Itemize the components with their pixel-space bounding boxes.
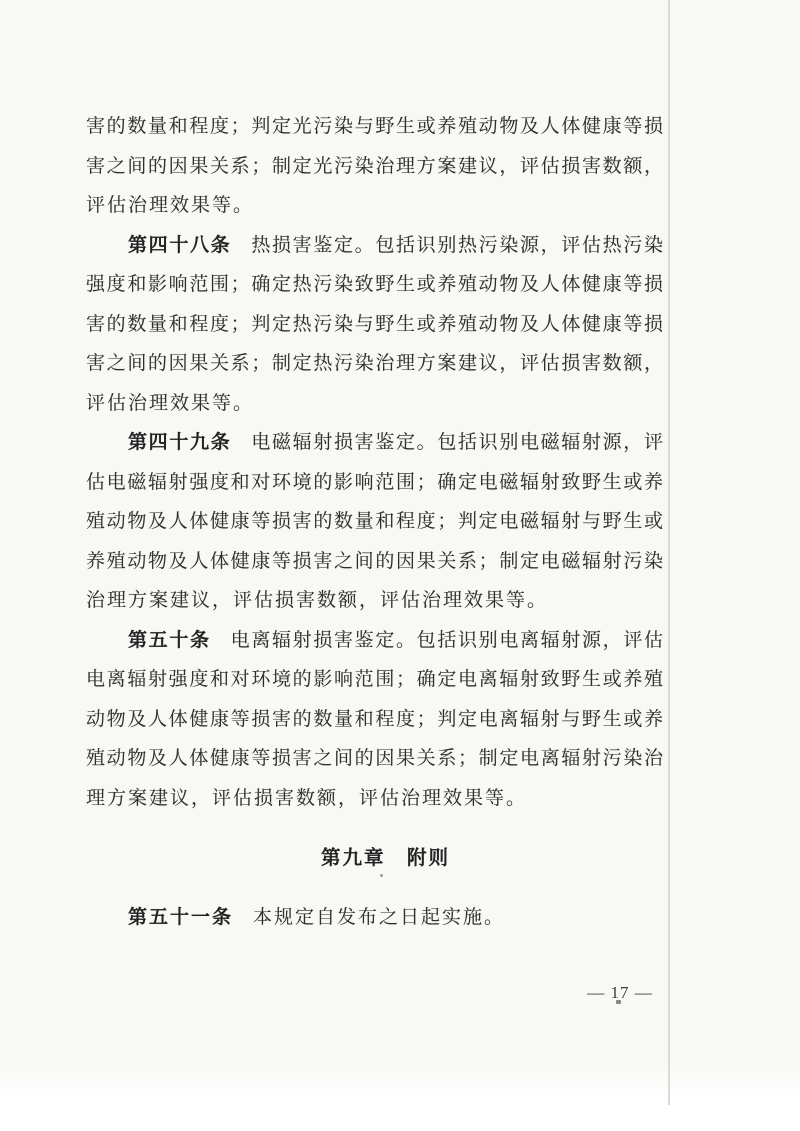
text-line: 害之间的因果关系；制定热污染治理方案建议，评估损害数额， (86, 353, 663, 374)
text-line: 害的数量和程度；判定光污染与野生或养殖动物及人体健康等损 (86, 116, 663, 137)
text-line: 估电磁辐射强度和对环境的影响范围；确定电磁辐射致野生或养 (86, 471, 663, 493)
text-line: 强度和影响范围；确定热污染致野生或养殖动物及人体健康等损 (86, 274, 663, 295)
article-number: 第五十条 (128, 629, 211, 651)
scan-artifact-line (668, 0, 670, 1105)
page-bottom-fade (0, 1062, 800, 1096)
article-text: 本规定自发布之日起实施。 (253, 906, 506, 928)
text-line: 养殖动物及人体健康等损害之间的因果关系；制定电磁辐射污染 (86, 550, 663, 572)
text-line: 电离辐射强度和对环境的影响范围；确定电离辐射致野生或养殖 (86, 669, 663, 690)
page-number: — 17 — (587, 983, 653, 1002)
text-line: 害之间的因果关系；制定光污染治理方案建议，评估损害数额， (86, 155, 663, 177)
text-line: 评估治理效果等。 (86, 392, 255, 414)
article-text: 热损害鉴定。包括识别热污染源，评估热污染 (251, 234, 663, 256)
article-text: 电离辐射损害鉴定。包括识别电离辐射源，评估 (230, 629, 663, 651)
paragraph-continuation (86, 107, 663, 226)
paragraph-article-50 (86, 621, 663, 819)
text-line (86, 423, 663, 463)
text-line: 评估治理效果等。 (86, 195, 255, 216)
text-line (86, 621, 663, 661)
chapter-9-heading: 第九章 附则 (320, 848, 450, 869)
paragraph-article-48 (86, 226, 663, 424)
text-line (86, 226, 663, 266)
paragraph-article-49 (86, 423, 663, 621)
article-number: 第四十九条 (128, 432, 232, 453)
text-line: 害的数量和程度；判定热污染与野生或养殖动物及人体健康等损 (86, 313, 663, 335)
text-line: 殖动物及人体健康等损害之间的因果关系；制定电离辐射污染治 (86, 748, 663, 769)
text-line: 治理方案建议，评估损害数额，评估治理效果等。 (86, 590, 549, 611)
text-line: 理方案建议，评估损害数额，评估治理效果等。 (86, 787, 528, 809)
paragraph-article-51 (86, 898, 663, 938)
text-line: 殖动物及人体健康等损害的数量和程度；判定电磁辐射与野生或 (86, 511, 663, 532)
text-line: 动物及人体健康等损害的数量和程度；判定电离辐射与野生或养 (86, 708, 663, 730)
document-body (86, 107, 663, 937)
article-number: 第四十八条 (128, 234, 232, 256)
article-number: 第五十一条 (128, 906, 234, 928)
article-text: 电磁辐射损害鉴定。包括识别电磁辐射源，评 (251, 432, 663, 453)
